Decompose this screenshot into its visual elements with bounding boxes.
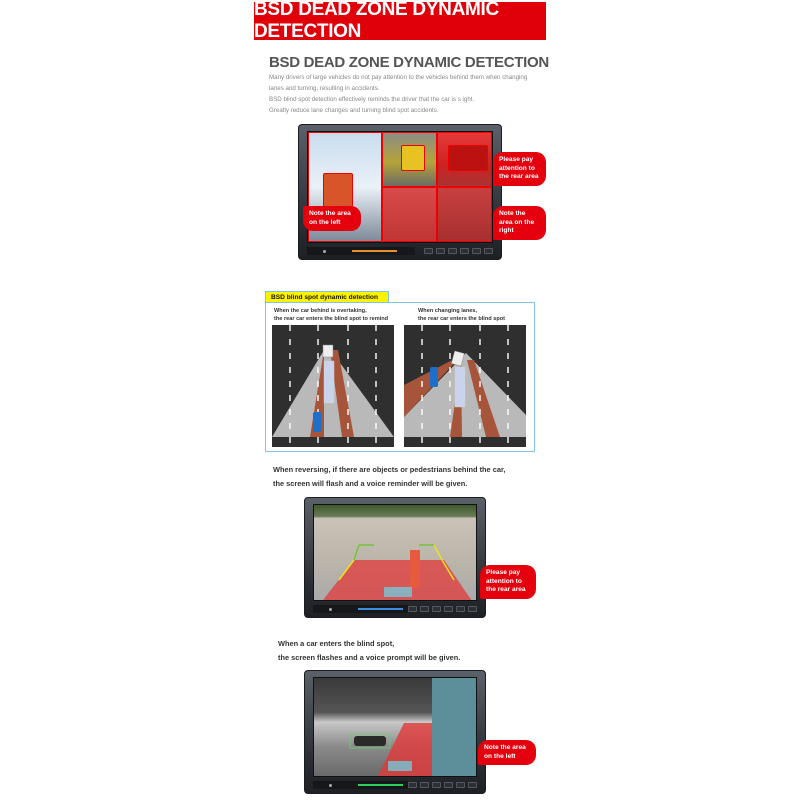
reversing-description [273, 463, 505, 491]
callout-left-area: Note the area on the left [478, 740, 536, 765]
caption-line: When the car behind is overtaking, [274, 308, 367, 314]
monitor-button[interactable] [460, 248, 469, 254]
monitor-button[interactable] [432, 782, 441, 788]
bsd-tag: BSD blind spot dynamic detection [265, 291, 389, 303]
caption-line: the rear car enters the blind spot to remind [274, 316, 389, 322]
section-heading: BSD DEAD ZONE DYNAMIC DETECTION [269, 54, 549, 71]
callout-right-area: Note the area on the right [493, 206, 546, 240]
road-diagram-overtaking [272, 325, 394, 447]
monitor-button[interactable] [456, 606, 465, 612]
camera-right-side-view [437, 187, 492, 242]
monitor-tunnel-view [304, 670, 486, 794]
callout-left-area: Note the area on the left [303, 206, 361, 231]
monitor-button[interactable] [432, 606, 441, 612]
monitor-button[interactable] [436, 248, 445, 254]
intro-text [269, 72, 539, 116]
monitor-button[interactable] [472, 248, 481, 254]
indicator-slot [313, 781, 408, 789]
description-line: the screen will flash and a voice reminder will be given. [273, 479, 468, 488]
diagram-caption [418, 307, 505, 323]
description-line: When a car enters the blind spot, [278, 639, 395, 648]
indicator-slot [313, 605, 408, 613]
diagram-caption [274, 307, 388, 323]
monitor-button[interactable] [408, 782, 417, 788]
camera-left-side-view [382, 187, 437, 242]
monitor-screen [313, 504, 477, 601]
monitor-button[interactable] [468, 782, 477, 788]
intro-line: BSD blind spot detection effectively reminds the driver that the car is s ight. [269, 96, 475, 103]
monitor-control-bar [313, 780, 477, 790]
monitor-button[interactable] [444, 782, 453, 788]
monitor-button[interactable] [456, 782, 465, 788]
description-line: the screen flashes and a voice prompt will be given. [278, 653, 461, 662]
monitor-button[interactable] [484, 248, 493, 254]
blind-spot-description [278, 637, 460, 665]
title-banner: BSD DEAD ZONE DYNAMIC DETECTION [254, 2, 546, 40]
monitor-button[interactable] [444, 606, 453, 612]
intro-line: Many drivers of large vehicles do not pay attention to the vehicles behind them when changing [269, 74, 528, 81]
road-diagram-lane-change [404, 325, 526, 447]
intro-line: lanes and turning, resulting in accidents. [269, 85, 380, 92]
monitor-reverse-view [304, 497, 486, 618]
monitor-button[interactable] [408, 606, 417, 612]
monitor-quad-view [298, 124, 502, 260]
indicator-slot [307, 247, 415, 255]
caption-line: the rear car enters the blind spot [418, 316, 506, 322]
monitor-control-bar [307, 246, 493, 256]
monitor-button[interactable] [420, 782, 429, 788]
description-line: When reversing, if there are objects or pedestrians behind the car, [273, 465, 506, 474]
monitor-button[interactable] [424, 248, 433, 254]
monitor-screen [313, 677, 477, 777]
camera-front-view [382, 132, 437, 187]
callout-rear-area: Please pay attention to the rear area [480, 565, 536, 599]
callout-rear-area: Please pay attention to the rear area [493, 152, 546, 186]
monitor-button[interactable] [468, 606, 477, 612]
caption-line: When changing lanes, [418, 308, 478, 314]
monitor-control-bar [313, 604, 477, 614]
monitor-button[interactable] [420, 606, 429, 612]
intro-line: Greatly reduce lane changes and turning blind spot accidents. [269, 107, 439, 114]
camera-rear-view [437, 132, 492, 187]
monitor-button[interactable] [448, 248, 457, 254]
